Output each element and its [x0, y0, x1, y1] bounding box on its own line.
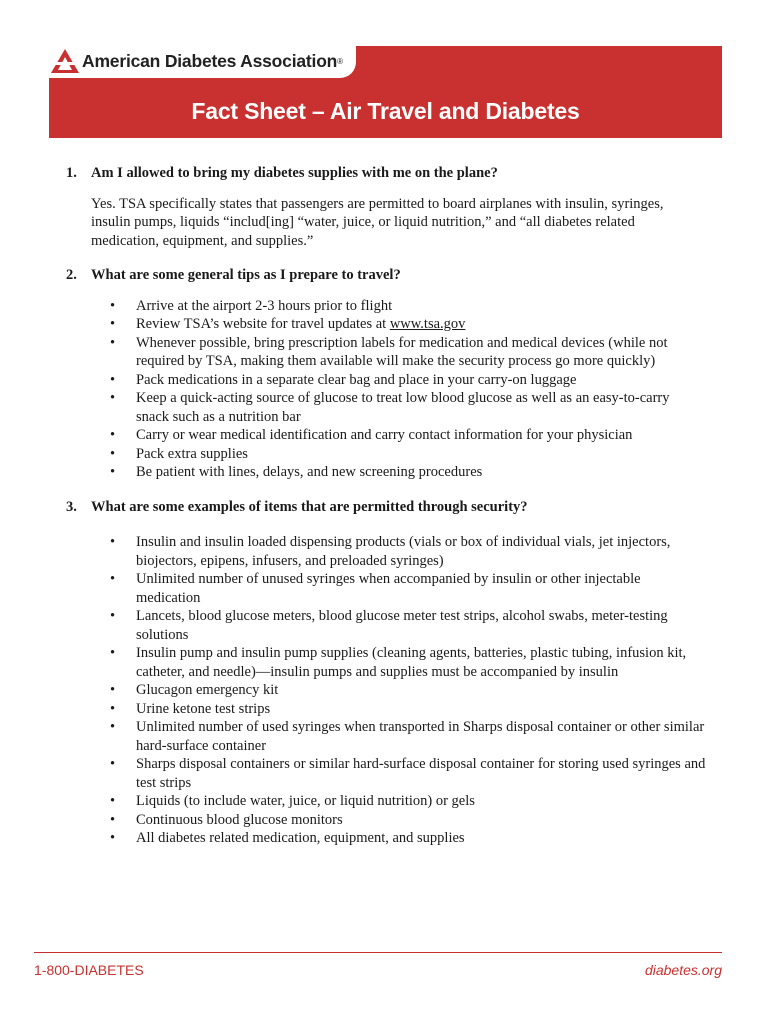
question-text: What are some examples of items that are permitted through security? — [91, 498, 528, 515]
list-item: • Arrive at the airport 2-3 hours prior to flight — [110, 297, 393, 314]
tips-list — [66, 297, 706, 482]
question-3 — [66, 498, 706, 517]
ada-logo[interactable] — [50, 46, 343, 76]
list-item: • Unlimited number of unused syringes when accompanied by insulin or other injectable medication — [110, 571, 641, 606]
list-item: • Continuous blood glucose monitors — [110, 811, 343, 828]
list-item: • Carry or wear medical identification and carry contact information for your physician — [110, 427, 633, 443]
footer-phone[interactable]: 1-800-DIABETES — [34, 962, 144, 978]
question-2 — [66, 266, 706, 285]
list-item: • Liquids (to include water, juice, or liquid nutrition) or gels — [110, 793, 475, 809]
list-item: • Be patient with lines, delays, and new screening procedures — [110, 464, 483, 480]
list-item: • Lancets, blood glucose meters, blood glucose meter test strips, alcohol swabs, meter-testing solutions — [110, 608, 668, 643]
list-item: • Keep a quick-acting source of glucose to treat low blood glucose as well as an easy-to-carry snack such as a nutrition bar — [110, 390, 670, 425]
org-name: American Diabetes Association — [82, 50, 338, 71]
fact-sheet-body — [66, 164, 706, 848]
footer-website[interactable]: diabetes.org — [644, 962, 722, 978]
list-item: • Whenever possible, bring prescription labels for medication and medical devices (while not required by TSA, making them available will make the security process go more quickly) — [110, 334, 668, 369]
list-item: • Review TSA’s website for travel updates at www.tsa.gov — [110, 316, 466, 332]
list-item: • Insulin and insulin loaded dispensing products (vials or box of individual vials, jet injectors, biojectors, epipens, infusers, and preloaded syringes) — [110, 534, 671, 569]
tsa-link[interactable]: www.tsa.gov — [389, 316, 466, 332]
list-item: • Pack medications in a separate clear bag and place in your carry-on luggage — [110, 371, 577, 388]
question-1 — [66, 164, 706, 183]
list-item: • Sharps disposal containers or similar hard-surface disposal container for storing used syringes and test strips — [110, 756, 706, 791]
footer-divider — [34, 952, 722, 953]
list-item: • Urine ketone test strips — [110, 700, 271, 717]
page-title: Fact Sheet – Air Travel and Diabetes — [191, 98, 580, 124]
ada-triangle-icon — [50, 48, 80, 74]
list-item: • Glucagon emergency kit — [110, 682, 279, 698]
registered-mark: ® — [337, 56, 344, 66]
permitted-items-list — [66, 533, 706, 848]
list-item: • Unlimited number of used syringes when transported in Sharps disposal container or other similar hard-surface container — [110, 719, 705, 754]
question-number: 1. — [66, 165, 77, 181]
list-item: • Pack extra supplies — [110, 445, 248, 462]
question-text: Am I allowed to bring my diabetes supplies with me on the plane? — [91, 165, 498, 181]
question-number: 3. — [66, 498, 77, 515]
list-item: • Insulin pump and insulin pump supplies (cleaning agents, batteries, plastic tubing, infusion kit, catheter, and needle)—insulin pumps and supplies must be accompanied by insulin — [110, 645, 687, 680]
answer-1: Yes. TSA specifically states that passengers are permitted to board airplanes with insulin, syringes, insulin pumps, liquids “includ[ing] “water, juice, or liquid nutrition,” and “all diabetes related medication, equipment, and supplies.” — [91, 195, 664, 249]
list-item: • All diabetes related medication, equipment, and supplies — [110, 830, 465, 846]
question-number: 2. — [66, 267, 77, 283]
question-text: What are some general tips as I prepare to travel? — [91, 267, 401, 283]
